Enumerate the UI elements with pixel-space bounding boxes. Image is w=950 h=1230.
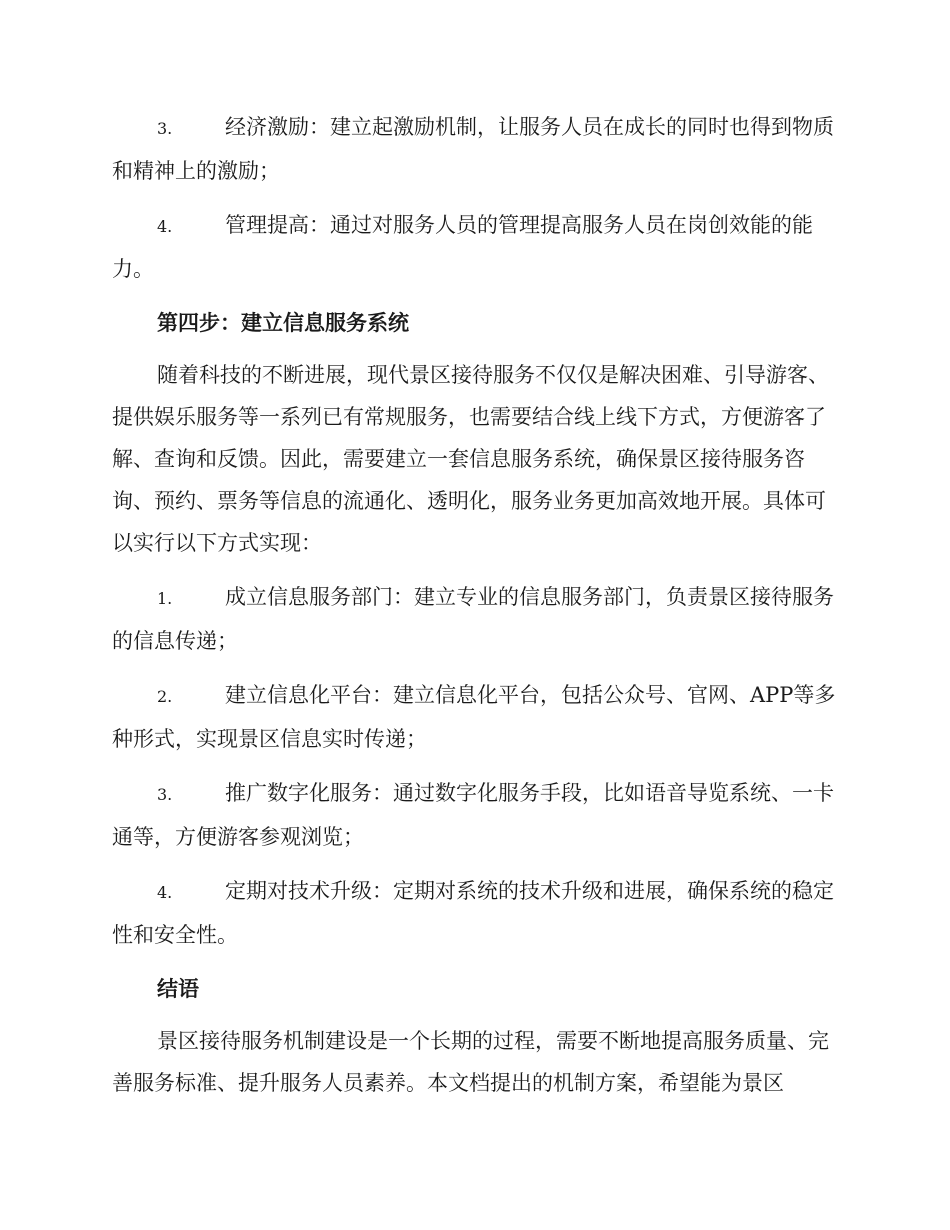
section-heading-step4: 第四步：建立信息服务系统 xyxy=(157,310,409,335)
list-text: 定期对技术升级：定期对系统的技术升级和进展，确保系统的稳定性和安全性。 xyxy=(112,879,834,947)
list-text: 推广数字化服务：通过数字化服务手段，比如语音导览系统、一卡通等，方便游客参观浏览； xyxy=(112,781,834,849)
step4-intro-paragraph: 随着科技的不断进展，现代景区接待服务不仅仅是解决困难、引导游客、提供娱乐服务等一系列已有常规服务，也需要结合线上线下方式，方便游客了解、查询和反馈。因此，需要建立一套信息服务系统，确保景区接待服务咨询、预约、票务等信息的流通化、透明化，服务业务更加高效地开展。具体可以实行以下方式实现： xyxy=(112,363,829,555)
list-text: 管理提高：通过对服务人员的管理提高服务人员在岗创效能的能力。 xyxy=(112,213,813,281)
list-text: 成立信息服务部门：建立专业的信息服务部门，负责景区接待服务的信息传递； xyxy=(112,585,834,653)
list-item xyxy=(112,674,836,760)
list-number: 3. xyxy=(157,119,173,138)
list-number: 4. xyxy=(157,883,173,902)
list-text: 建立信息化平台：建立信息化平台，包括公众号、官网、APP等多种形式，实现景区信息实时传递； xyxy=(112,683,836,751)
document-body xyxy=(112,106,836,1116)
list-number: 1. xyxy=(157,589,173,608)
conclusion-paragraph: 景区接待服务机制建设是一个长期的过程，需要不断地提高服务质量、完善服务标准、提升服务人员素养。本文档提出的机制方案，希望能为景区 xyxy=(112,1029,829,1095)
list-item xyxy=(112,106,836,192)
list-item xyxy=(112,870,836,956)
list-item xyxy=(112,204,836,290)
list-item xyxy=(112,772,836,858)
list-text: 经济激励：建立起激励机制，让服务人员在成长的同时也得到物质和精神上的激励； xyxy=(112,115,834,183)
list-number: 3. xyxy=(157,785,173,804)
list-number: 2. xyxy=(157,687,173,706)
list-number: 4. xyxy=(157,217,173,236)
section-heading-conclusion: 结语 xyxy=(157,976,199,1001)
list-item xyxy=(112,576,836,662)
